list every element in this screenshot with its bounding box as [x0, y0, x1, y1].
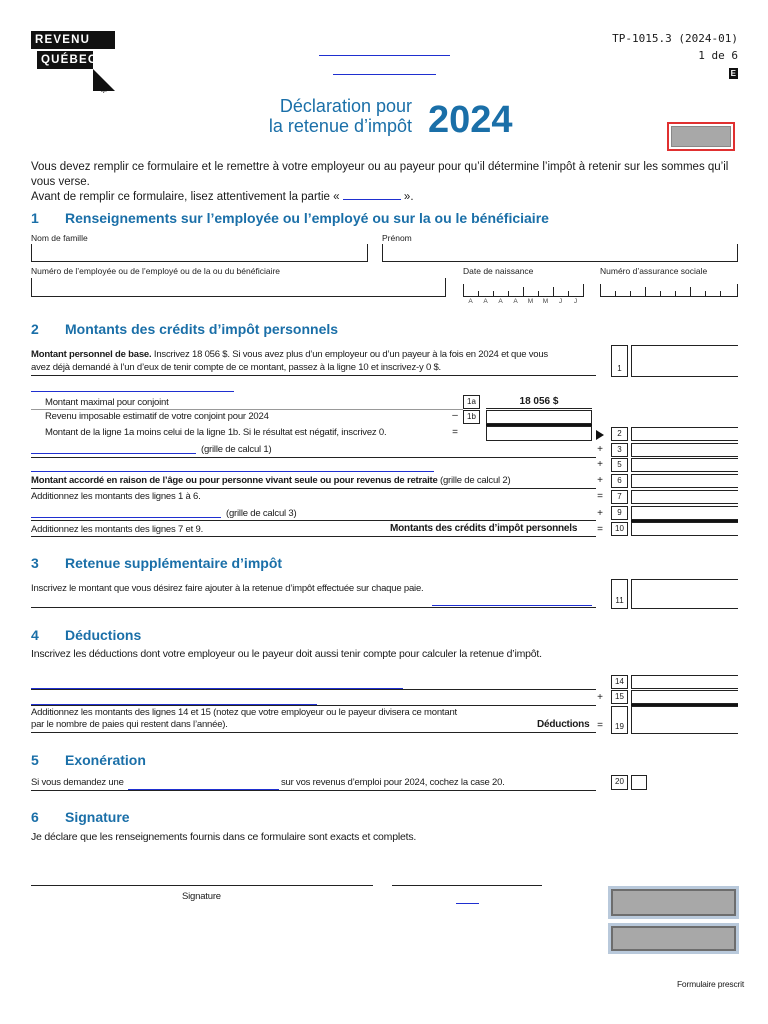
line-15-rule [31, 705, 596, 706]
line-5-link[interactable] [31, 471, 434, 472]
line-15-box: 15 [611, 690, 628, 704]
line-14-box: 14 [611, 675, 628, 689]
line-9-box: 9 [611, 506, 628, 520]
line-20-checkbox[interactable] [631, 775, 647, 790]
title-line-2: la retenue d’impôt [268, 116, 412, 136]
line-7-text: Additionnez les montants des lignes 1 à 6. [31, 491, 201, 502]
line-9-rule [31, 520, 596, 521]
line-7-amount[interactable] [631, 490, 738, 504]
form-code: TP-1015.3 (2024-01) [612, 32, 738, 45]
conjoint-link[interactable] [31, 391, 234, 392]
date-ticks [463, 278, 584, 297]
header-link-1[interactable] [319, 55, 450, 56]
line-19-box: 19 [611, 706, 628, 734]
section-6-number: 6 [31, 809, 39, 825]
line-15-amount[interactable] [631, 690, 738, 704]
section-4-number: 4 [31, 627, 39, 643]
nom-input[interactable] [31, 244, 368, 262]
arrow-right-icon [596, 430, 604, 440]
intro-text [31, 160, 743, 205]
label-prenom: Prénom [382, 233, 412, 243]
section-2-title: Montants des crédits d’impôt personnels [65, 321, 339, 337]
line-6-bold: Montant accordé en raison de l’âge ou pour personne vivant seule ou pour revenus de retraite [31, 475, 438, 486]
line-3-amount[interactable] [631, 443, 738, 457]
section-1-number: 1 [31, 210, 39, 226]
date-letter: A [498, 298, 503, 305]
language-badge: E [730, 69, 736, 78]
section-3-heading [31, 555, 282, 571]
line-1b-text: Revenu imposable estimatif de votre conjoint pour 2024 [45, 411, 269, 422]
intro-line-1: Vous devez remplir ce formulaire et le remettre à votre employeur ou au payeur pour qu’il détermine l’impôt à retenir sur les sommes qu’il vous verse. [31, 161, 729, 188]
line-19-text-2: par le nombre de paies qui restent dans l’année). [31, 719, 228, 730]
date-letter: A [513, 298, 518, 305]
line-19-text-1: Additionnez les montants des lignes 14 et 15 (notez que votre employeur ou le payeur divisera ce montant [31, 707, 457, 718]
section-6-heading [31, 809, 130, 825]
line-1a-box: 1a [463, 395, 480, 409]
section-1-heading [31, 210, 549, 226]
base-text-2: avez déjà demandé à l’un d’eux de tenir compte de ce montant, passez à la ligne 10 et inscrivez-y 0 $. [31, 362, 441, 373]
line-6-box: 6 [611, 474, 628, 488]
op-plus-5: + [597, 459, 603, 470]
line-6-text [31, 474, 510, 487]
line-6-rule [31, 488, 596, 489]
nas-ticks [600, 278, 738, 297]
date-letter: M [542, 298, 549, 305]
line-14-rule [31, 689, 596, 690]
tax-year: 2024 [428, 99, 513, 141]
date-naissance-input[interactable] [463, 278, 584, 297]
line-19-text [31, 707, 591, 731]
op-equals-10: = [597, 524, 603, 535]
line-10-box: 10 [611, 522, 628, 536]
formulaire-prescrit: Formulaire prescrit [676, 979, 744, 989]
section-3-number: 3 [31, 555, 39, 571]
logo-quebec: QUÉBEC [37, 51, 93, 69]
section-5-number: 5 [31, 752, 39, 768]
line-1b-box: 1b [463, 410, 480, 424]
date-link[interactable] [456, 903, 479, 904]
line-3-text: (grille de calcul 1) [201, 444, 272, 455]
section-3-text: Inscrivez le montant que vous désirez faire ajouter à la retenue d’impôt effectuée sur chaque paie. [31, 583, 424, 594]
line-1c-text: Montant de la ligne 1a moins celui de la ligne 1b. Si le résultat est négatif, inscrivez 0. [45, 427, 387, 438]
section-4-title: Déductions [65, 627, 142, 643]
op-plus-9: + [597, 508, 603, 519]
signature-label: Signature [182, 891, 221, 902]
line-3-rule [31, 457, 596, 458]
section-3-rule [31, 607, 596, 608]
print-button[interactable] [667, 122, 735, 151]
op-equals-7: = [597, 491, 603, 502]
action-button-2[interactable] [611, 926, 736, 951]
op-plus-3: + [597, 444, 603, 455]
title-line-1: Déclaration pour [279, 96, 412, 116]
line-5-amount[interactable] [631, 458, 738, 472]
base-text-1: Inscrivez 18 056 $. Si vous avez plus d’un employeur ou d’un payeur à la fois en 2024 et que vous [151, 349, 548, 360]
section-6-title: Signature [65, 809, 130, 825]
line-1-description [31, 348, 596, 374]
op-equals-1c: = [452, 427, 458, 438]
numero-input[interactable] [31, 278, 446, 297]
line-1a-text: Montant maximal pour conjoint [45, 397, 169, 408]
line-10-rule [31, 536, 596, 537]
line-19-rule [31, 732, 596, 733]
section-3-title: Retenue supplémentaire d’impôt [65, 555, 283, 571]
date-letter: J [573, 298, 578, 305]
section-2-number: 2 [31, 321, 39, 337]
date-format-letters [463, 298, 584, 305]
op-minus-1b: – [452, 410, 458, 421]
line-5-box: 5 [611, 458, 628, 472]
line-6-sub: (grille de calcul 2) [437, 475, 511, 486]
line-9-amount[interactable] [631, 506, 738, 520]
line-10-amount[interactable] [631, 522, 738, 536]
line-11-box: 11 [611, 579, 628, 609]
line-19-bold: Déductions [537, 719, 590, 730]
section-5-text-b: sur vos revenus d’emploi pour 2024, cochez la case 20. [281, 777, 505, 788]
op-plus-6: + [597, 475, 603, 486]
line-3-box: 3 [611, 443, 628, 457]
section-4-text: Inscrivez les déductions dont votre employeur ou le payeur doit aussi tenir compte pour calculer la retenue d’impôt. [31, 648, 542, 660]
line-6-amount[interactable] [631, 474, 738, 488]
line-2-box: 2 [611, 427, 628, 441]
signature-line[interactable] [31, 885, 373, 886]
intro-line-2a: Avant de remplir ce formulaire, lisez attentivement la partie « [31, 191, 340, 203]
line-3-link[interactable] [31, 442, 196, 454]
op-equals-19: = [597, 720, 603, 731]
nas-input[interactable] [600, 278, 738, 297]
form-code-block [612, 30, 738, 81]
prenom-input[interactable] [382, 244, 738, 262]
print-button-face [671, 126, 731, 147]
line-1b-amount[interactable] [486, 410, 592, 424]
section-4-heading [31, 627, 141, 643]
line-7-box: 7 [611, 490, 628, 504]
line-14-amount[interactable] [631, 675, 738, 689]
line-2-amount[interactable] [631, 427, 738, 441]
line-1-amount[interactable] [631, 345, 738, 377]
line-1-rule [31, 375, 596, 376]
header-link-2[interactable] [333, 74, 436, 75]
section-3-link[interactable] [432, 605, 592, 606]
fleur-de-lis-icon: ⚜ [97, 80, 111, 97]
revenu-quebec-logo [31, 31, 115, 97]
line-1c-amount[interactable] [486, 426, 592, 441]
line-19-amount[interactable] [631, 706, 738, 734]
intro-line-2b: ». [403, 191, 414, 203]
intro-link[interactable] [343, 190, 401, 200]
date-letter: M [527, 298, 534, 305]
section-6-text: Je déclare que les renseignements fournis dans ce formulaire sont exacts et complets. [31, 831, 417, 843]
page-number: 1 de 6 [698, 49, 738, 62]
section-5-text-a: Si vous demandez une [31, 777, 124, 788]
section-5-rule [31, 790, 596, 791]
line-9-link[interactable] [31, 506, 221, 518]
line-1a-value: 18 056 $ [486, 395, 592, 409]
base-bold: Montant personnel de base. [31, 349, 152, 360]
line-10-text: Additionnez les montants des lignes 7 et 9. [31, 524, 204, 535]
op-plus-15: + [597, 692, 603, 703]
date-letter: J [558, 298, 563, 305]
label-numero: Numéro de l’employée ou de l’employé ou de la ou du bénéficiaire [31, 266, 281, 276]
line-11-amount[interactable] [631, 579, 738, 609]
section-5-heading [31, 752, 146, 768]
line-9-text: (grille de calcul 3) [226, 508, 297, 519]
section-1-title: Renseignements sur l’employée ou l’employé ou sur la ou le bénéficiaire [65, 210, 549, 226]
label-nom: Nom de famille [31, 233, 88, 243]
page-title [240, 96, 412, 136]
date-letter: A [483, 298, 488, 305]
label-nas: Numéro d’assurance sociale [600, 266, 708, 276]
label-date: Date de naissance [463, 266, 534, 276]
date-signature-line[interactable] [392, 885, 542, 886]
date-letter: A [468, 298, 473, 305]
line-10-bold: Montants des crédits d’impôt personnels [390, 523, 578, 534]
line-1-box: 1 [611, 345, 628, 377]
line-20-box: 20 [611, 775, 628, 790]
section-5-title: Exonération [65, 752, 146, 768]
logo-revenu: REVENU [31, 31, 115, 49]
action-button-1[interactable] [611, 889, 736, 916]
section-2-heading [31, 321, 338, 337]
